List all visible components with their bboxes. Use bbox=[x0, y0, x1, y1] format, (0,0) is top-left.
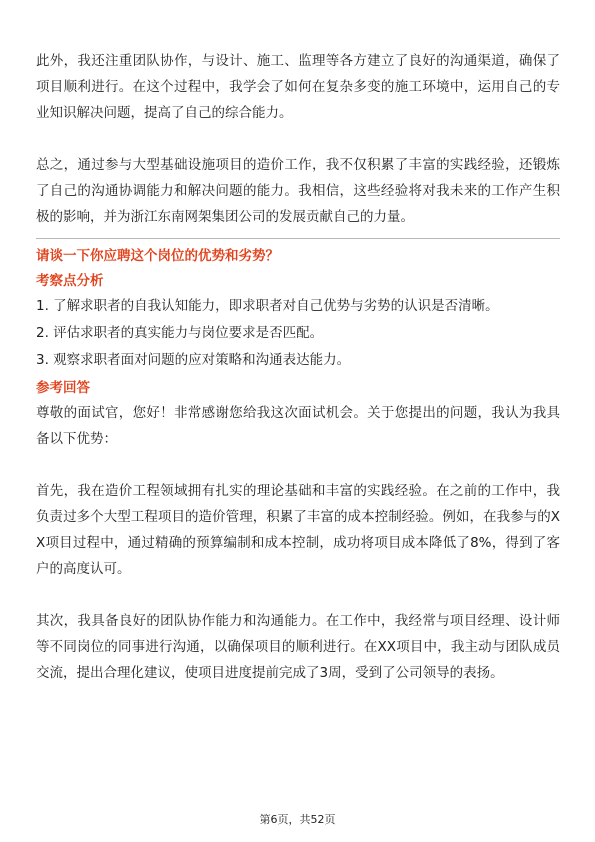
paragraph-teamwork: 此外，我还注重团队协作，与设计、施工、监理等各方建立了良好的沟通渠道，确保了项目顺利进行。在这个过程中，我学会了如何在复杂多变的施工环境中，运用自己的专业知识解决问题，提高了自己的综合能力。 bbox=[36, 53, 560, 121]
answer-paragraph-first: 首先，我在造价工程领域拥有扎实的理论基础和丰富的实践经验。在之前的工作中，我负责过多个大型工程项目的造价管理，积累了丰富的成本控制经验。例如，在我参与的XX项目过程中，通过精确的预算编制和成本控制，成功将项目成本降低了8%，得到了客户的高度认可。 bbox=[36, 483, 560, 577]
page-number-footer: 第6页，共52页 bbox=[259, 813, 336, 826]
analysis-item: 3. 观察求职者面对问题的应对策略和沟通表达能力。 bbox=[36, 352, 351, 368]
answer-paragraph-second: 其次，我具备良好的团队协作能力和沟通能力。在工作中，我经常与项目经理、设计师等不同岗位的同事进行沟通，以确保项目的顺利进行。在XX项目中，我主动与团队成员交流，提出合理化建议，使项目进度提前完成了3周，受到了公司领导的表扬。 bbox=[36, 613, 560, 681]
section-divider bbox=[36, 238, 560, 239]
paragraph-gap bbox=[36, 126, 560, 152]
answer-intro: 尊敬的面试官，您好！非常感谢您给我这次面试机会。关于您提出的问题，我认为我具备以下优势： bbox=[36, 405, 560, 447]
paragraph-summary: 总之，通过参与大型基础设施项目的造价工作，我不仅积累了丰富的实践经验，还锻炼了自己的沟通协调能力和解决问题的能力。我相信，这些经验将对我未来的工作产生积极的影响，并为浙江东南网架集团公司的发展贡献自己的力量。 bbox=[36, 157, 560, 225]
analysis-item: 2. 评估求职者的真实能力与岗位要求是否匹配。 bbox=[36, 325, 324, 341]
interview-question: 请谈一下你应聘这个岗位的优势和劣势？ bbox=[36, 248, 279, 264]
analysis-title: 考察点分析 bbox=[36, 273, 104, 289]
answer-title: 参考回答 bbox=[36, 380, 90, 396]
analysis-item: 1. 了解求职者的自我认知能力，即求职者对自己优势与劣势的认识是否清晰。 bbox=[36, 298, 499, 314]
paragraph-gap bbox=[36, 582, 560, 608]
paragraph-gap bbox=[36, 452, 560, 478]
page-content bbox=[36, 48, 560, 686]
